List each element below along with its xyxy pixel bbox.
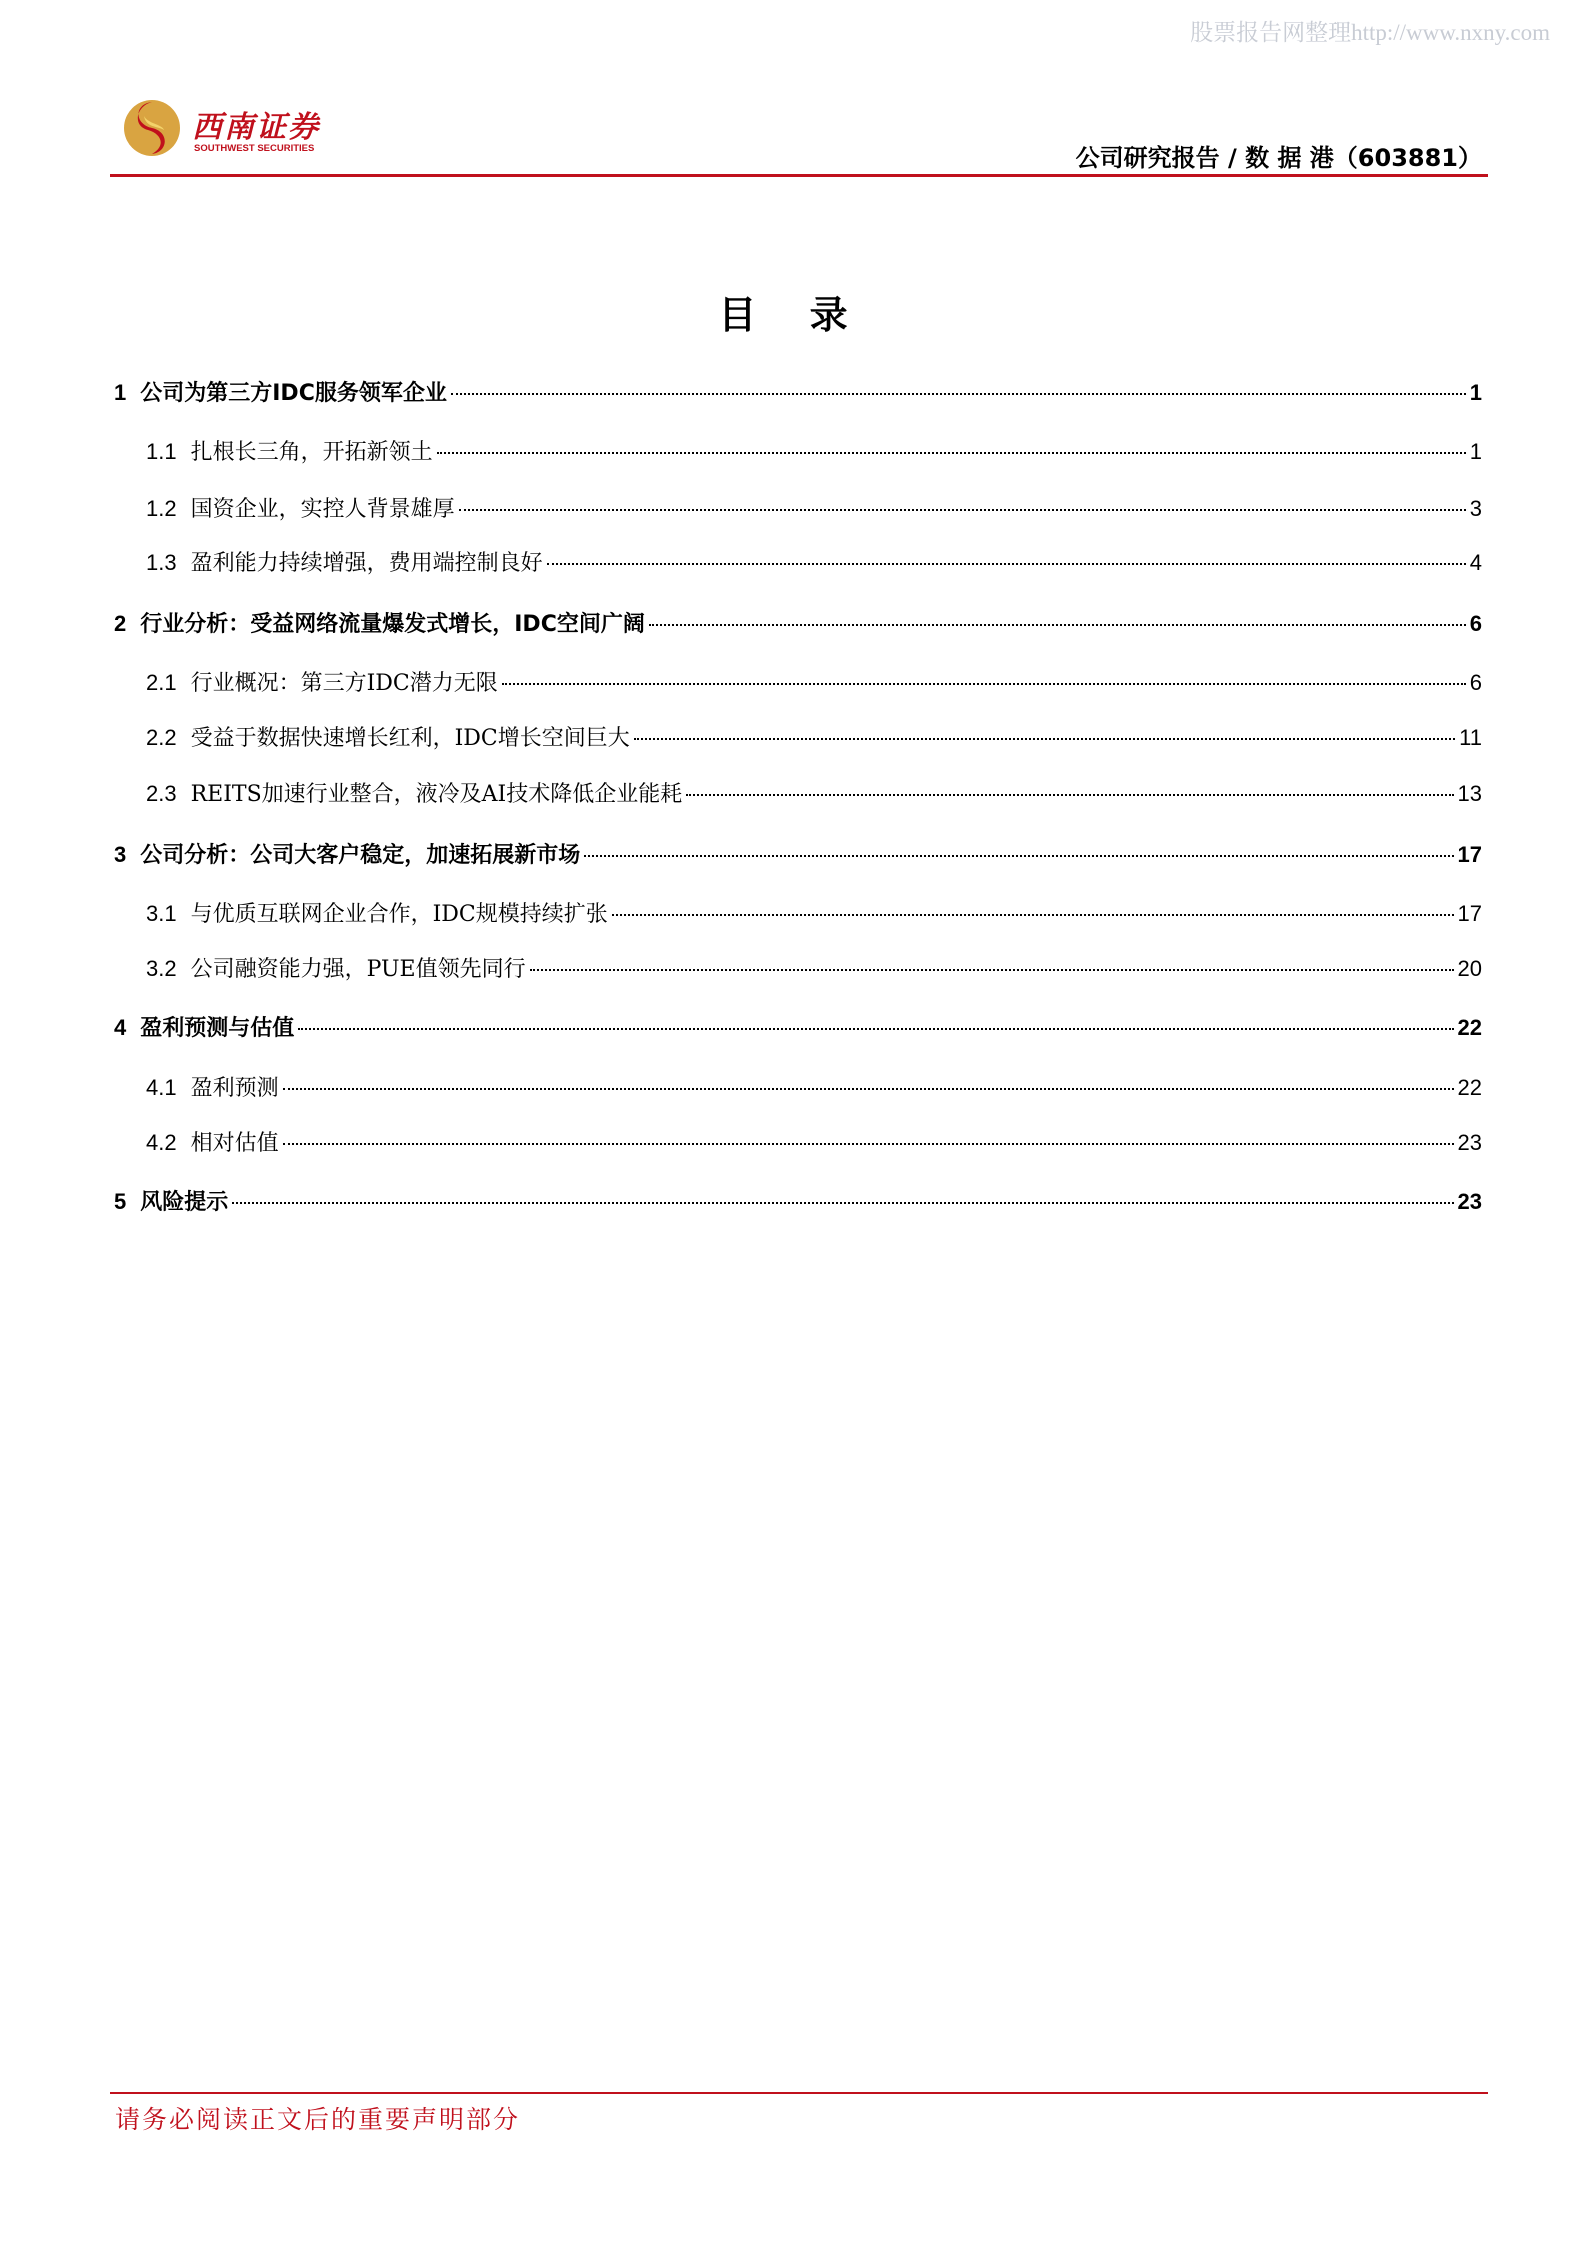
toc-entry-number: 2.2 — [146, 725, 177, 750]
toc-leader-dots — [451, 393, 1466, 395]
toc-entry-label: 盈利预测 — [190, 1076, 279, 1101]
toc-entry-page: 17 — [1457, 842, 1482, 867]
toc-entry-page: 20 — [1457, 956, 1482, 981]
toc-leader-dots — [459, 509, 1466, 511]
toc-entry-page: 23 — [1457, 1189, 1482, 1214]
toc-entry-number: 1.2 — [146, 496, 177, 521]
logo-english-name: SOUTHWEST SECURITIES — [194, 143, 315, 154]
toc-entry-page: 23 — [1457, 1130, 1482, 1155]
toc-entry-number: 4.1 — [146, 1075, 177, 1100]
toc-entry-number: 1 — [114, 380, 127, 405]
toc-entry-label: 风险提示 — [140, 1190, 229, 1215]
toc-entry[interactable] — [146, 492, 1482, 524]
toc-entry-label: 行业概况：第三方IDC潜力无限 — [190, 671, 498, 696]
footer-disclaimer: 请务必阅读正文后的重要声明部分 — [115, 2105, 521, 2134]
toc-leader-dots — [649, 624, 1466, 626]
toc-entry-label: 盈利能力持续增强，费用端控制良好 — [190, 551, 543, 576]
toc-entry-label: 行业分析：受益网络流量爆发式增长，IDC空间广阔 — [140, 612, 645, 637]
logo-emblem-icon — [122, 96, 182, 160]
toc-entry-page: 22 — [1457, 1075, 1482, 1100]
toc-entry-label: 受益于数据快速增长红利，IDC增长空间巨大 — [190, 726, 630, 751]
toc-entry-number: 2 — [114, 611, 127, 636]
toc-entry[interactable] — [114, 1011, 1482, 1043]
toc-entry[interactable] — [146, 666, 1482, 698]
toc-entry-label: 与优质互联网企业合作，IDC规模持续扩张 — [190, 902, 608, 927]
toc-entry-number: 2.3 — [146, 781, 177, 806]
toc-entry-number: 3 — [114, 842, 127, 867]
toc-entry[interactable] — [146, 777, 1482, 809]
toc-entry-label: REITS加速行业整合，液冷及AI技术降低企业能耗 — [190, 782, 683, 807]
header-title: 公司研究报告 / 数 据 港（603881） — [1075, 144, 1482, 172]
toc-entry-number: 4.2 — [146, 1130, 177, 1155]
toc-entry[interactable] — [146, 897, 1482, 929]
toc-entry-number: 4 — [114, 1015, 127, 1040]
toc-leader-dots — [530, 969, 1454, 971]
toc-entry-page: 4 — [1469, 550, 1482, 575]
toc-leader-dots — [283, 1143, 1454, 1145]
toc-entry[interactable] — [114, 376, 1482, 408]
toc-leader-dots — [437, 452, 1466, 454]
toc-entry-page: 17 — [1457, 901, 1482, 926]
toc-entry-page: 6 — [1469, 611, 1482, 636]
toc-entry-number: 5 — [114, 1189, 127, 1214]
toc-entry-label: 国资企业，实控人背景雄厚 — [190, 497, 455, 522]
toc-entry-page: 22 — [1457, 1015, 1482, 1040]
toc-entry-label: 扎根长三角，开拓新领土 — [190, 440, 433, 465]
toc-entry-label: 公司为第三方IDC服务领军企业 — [140, 381, 447, 406]
toc-entry-page: 6 — [1469, 670, 1482, 695]
toc-entry[interactable] — [114, 607, 1482, 639]
toc-leader-dots — [283, 1088, 1454, 1090]
toc-entry-label: 相对估值 — [190, 1131, 279, 1156]
toc-leader-dots — [584, 855, 1453, 857]
toc-entry[interactable] — [146, 1126, 1482, 1158]
logo-chinese-name: 西南证券 — [192, 110, 320, 145]
toc-entry[interactable] — [146, 721, 1482, 753]
toc-leader-dots — [612, 914, 1454, 916]
toc-entry[interactable] — [114, 838, 1482, 870]
toc-entry-page: 13 — [1457, 781, 1482, 806]
toc-entry-label: 盈利预测与估值 — [140, 1016, 295, 1041]
toc-entry-number: 3.2 — [146, 956, 177, 981]
toc-entry-page: 3 — [1469, 496, 1482, 521]
toc-entry-label: 公司融资能力强，PUE值领先同行 — [190, 957, 526, 982]
toc-entry[interactable] — [146, 435, 1482, 467]
header-divider — [110, 174, 1488, 177]
toc-title: 目 录 — [718, 292, 868, 337]
toc-entry-page: 11 — [1459, 725, 1482, 750]
footer-divider — [110, 2092, 1488, 2094]
toc-leader-dots — [298, 1028, 1453, 1030]
toc-entry-number: 1.1 — [146, 439, 177, 464]
toc-entry-number: 2.1 — [146, 670, 177, 695]
toc-entry[interactable] — [114, 1185, 1482, 1217]
company-logo — [122, 96, 332, 160]
toc-leader-dots — [502, 683, 1466, 685]
toc-leader-dots — [232, 1202, 1453, 1204]
watermark: 股票报告网整理http://www.nxny.com — [1190, 20, 1550, 45]
toc-entry[interactable] — [146, 952, 1482, 984]
toc-entry-label: 公司分析：公司大客户稳定，加速拓展新市场 — [140, 843, 581, 868]
toc-entry-page: 1 — [1469, 380, 1482, 405]
toc-leader-dots — [547, 563, 1466, 565]
toc-entry[interactable] — [146, 546, 1482, 578]
toc-entry-number: 1.3 — [146, 550, 177, 575]
toc-leader-dots — [634, 738, 1455, 740]
toc-entry[interactable] — [146, 1071, 1482, 1103]
toc-entry-number: 3.1 — [146, 901, 177, 926]
toc-leader-dots — [686, 794, 1453, 796]
toc-entry-page: 1 — [1469, 439, 1482, 464]
